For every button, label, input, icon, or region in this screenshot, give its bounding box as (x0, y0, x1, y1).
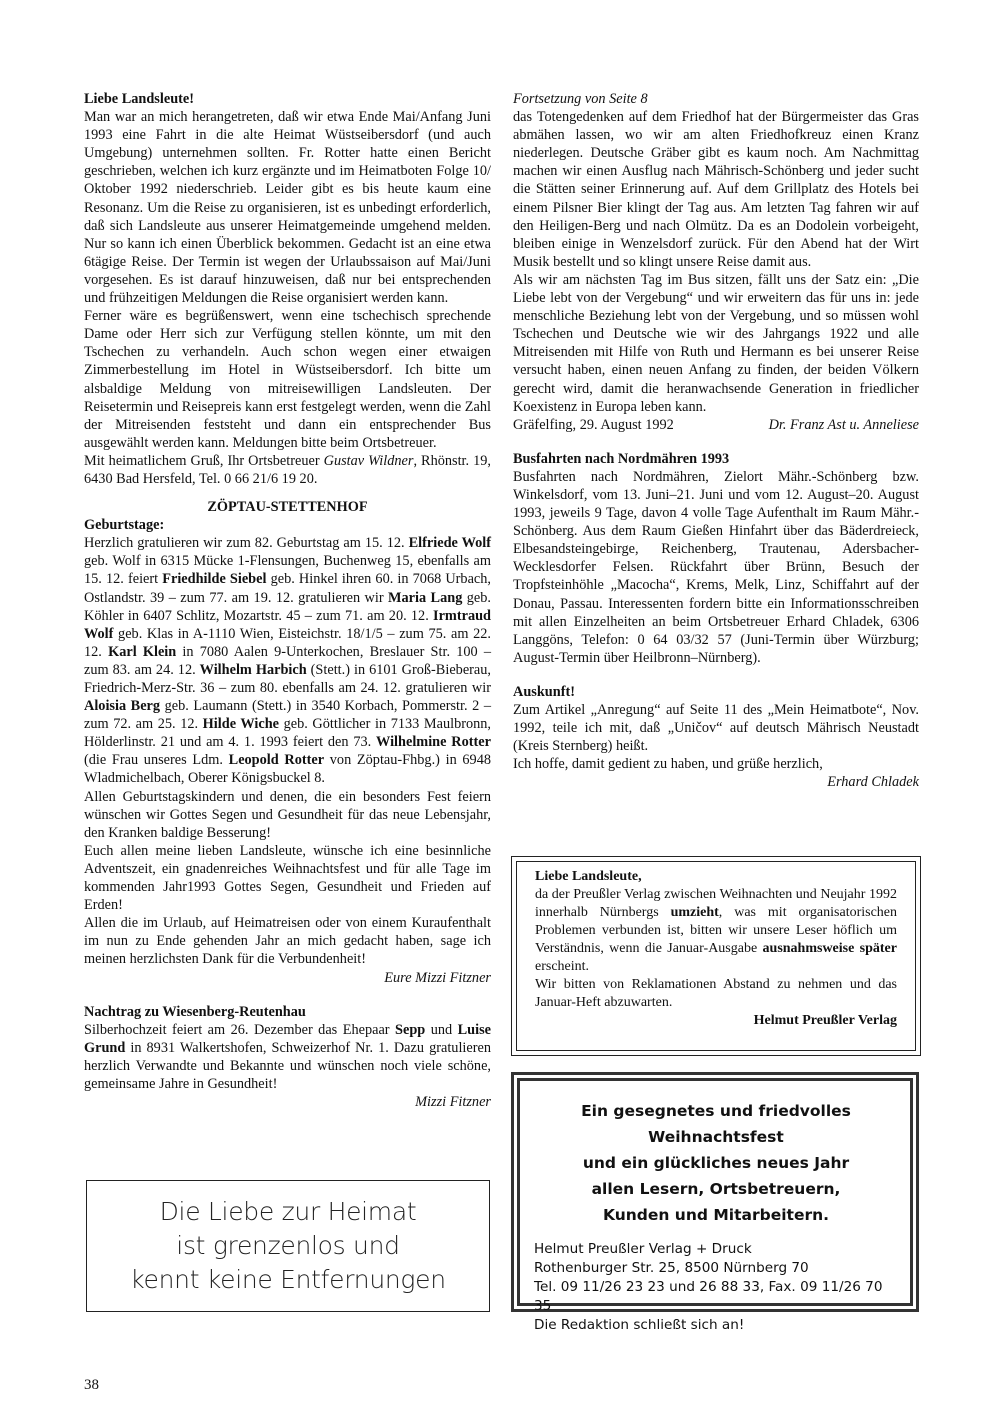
notice-text: da der Preußler Verlag zwischen Weihnachten und Neujahr 1992 innerhalb Nürnbergs (535, 887, 897, 920)
continuation-note: Fortsetzung von Seite 8 (513, 91, 648, 107)
nachtrag-text: und (425, 1021, 458, 1038)
closing-post: , Rhönstr. 19, 6430 Bad Hersfeld, Tel. 0 66 21/6 19 20. (84, 452, 491, 487)
right-column (513, 90, 919, 791)
bus-heading: Busfahrten nach Nordmähren 1993 (513, 450, 730, 467)
birthday-name: Elfriede Wolf (408, 535, 492, 552)
birthday-name: Wilhelmine Rotter (376, 734, 491, 751)
birthday-text: Herzlich gratulieren wir zum 82. Geburtstag am 15. 12. (84, 535, 409, 552)
travel-paragraph-1: das Totengedenken auf dem Friedhof hat der Bürgermeister das Gras abmähen lassen, wo wir am alten Friedhofkreuz einen Kranz niederlegen. Deutsche Gräber gibt es kaum noch. Am Nachmittag machen wir einen Ausflug nach Mährisch-Schönberg und jeder sucht die Stätten seiner Erinnerung auf. Auf dem Grillplatz des Hotels bei einem Pilsner Bier klingt der Tag aus. Am letzten Tag fahren wir auf den Heiligen-Berg und nach Olmütz. Da es an Dodolein vorbeigeht, bleiben einige in Wenzelsdorf zurück. Für den Abend hat der Wirt Musik bestellt und so klingt unsere Reise damit aus. (513, 109, 919, 270)
quote-line: kennt keine Entfernungen (130, 1265, 446, 1294)
notice-greeting: Liebe Landsleute, (535, 869, 642, 884)
wishes-paragraph-3: Allen die im Urlaub, auf Heimatreisen oder von einem Kuraufenthalt im nun zu Ende gehenden Jahr an mich gedacht haben, sage ich meinen herzlichsten Dank für die Verbundenheit! (84, 915, 491, 968)
wishes-paragraph-2: Euch allen meine lieben Landsleute, wünsche ich eine besinnliche Adventszeit, ein gnadenreiches Weihnachtsfest und für alle Tage im kommenden Jahr1993 Gottes Segen, Gesundheit und Frieden auf Erden! (84, 842, 491, 914)
closing-paragraph (84, 452, 491, 488)
closing-pre: Mit heimatlichem Gruß, Ihr Ortsbetreuer (84, 452, 324, 469)
address-line: Die Redaktion schließt sich an! (534, 1317, 745, 1333)
notice-text: , was mit organisatorischen Problemen verbunden ist, bitten wir unsere Leser höflich um Verständnis, wenn die Januar-Ausgabe (535, 905, 898, 956)
greeting-line: Ein gesegnetes und friedvolles Weihnachtsfest (581, 1102, 851, 1146)
nachtrag-name: Sepp (395, 1021, 426, 1038)
birthday-text: (Stett.) in 6101 Groß-Bieberau, Friedrich-Merz-Str. 36 – zum 80. ebenfalls am 24. 12. gratulieren wir (84, 661, 491, 696)
birthday-text: geb. Hinkel ihren 60. in 7068 Urbach, Ostlandstr. 39 – zum 77. am 19. 12. gratulieren wir (84, 571, 491, 606)
heimat-quote-box (86, 1180, 490, 1312)
greeting-line: allen Lesern, Ortsbetreuern, (591, 1180, 841, 1198)
birthday-name: Maria Lang (388, 589, 463, 606)
birthday-name: Wilhelm Harbich (199, 661, 307, 678)
birthday-name: Irmtraud Wolf (84, 607, 491, 642)
intro-paragraph-2: Ferner wäre es begrüßenswert, wenn eine tschechisch sprechende Dame oder Herr sich zur Verfügung stellen könnte, um mit den Tschechen zu verhandeln. Auch schon wegen einer etwaigen Zimmerbestellung im Hotel in Wüstseibersdorf. Ich bitte um alsbaldige Meldung von mitreisewilligen Landsleuten. Der Reisetermin und Reisepreis kann erst festgelegt werden, wenn die Zahl der Mitreisenden feststeht und dann ein entsprechender Bus ausgewählt werden kann. Meldungen bitte beim Ortsbetreuer. (84, 308, 491, 451)
nachtrag-paragraph (84, 1021, 491, 1093)
birthday-text: geb. Göttlicher in 7133 Maulbronn, Hölderlinstr. 21 und am 4. 1. 1993 feiert den 73. (84, 716, 491, 751)
birthday-text: geb. Klas in A-1110 Wien, Eisteichstr. 18/1/5 – zum 75. am 22. 12. (84, 625, 491, 660)
publisher-address (534, 1240, 898, 1335)
birthday-name: Friedhilde Siebel (162, 571, 267, 588)
section-title: ZÖPTAU-STETTENHOF (207, 499, 368, 516)
wishes-paragraph-1: Allen Geburtstagskindern und denen, die ein besonders Fest feiern wünschen wir Gottes Segen und Gesundheit für das neue Lebensjahr, den Kranken baldige Besserung! (84, 788, 491, 841)
birthday-text: von Zöptau-Fhbg.) in 6948 Wladmichelbach, Oberer Königsbuckel 8. (84, 752, 491, 787)
nachtrag-name: Luise Grund (84, 1021, 492, 1056)
left-column (84, 90, 491, 1111)
auskunft-paragraph: Zum Artikel „Anregung“ auf Seite 11 des „Mein Heimatbote“, Nov. 1992, teile ich mit, daß „Uničov“ auf deutsch Mährisch Neustadt (Kreis Sternberg) heißt. (513, 702, 919, 755)
place-date: Gräfelfing, 29. August 1992 (513, 416, 674, 433)
signature-chladek: Erhard Chladek (827, 774, 919, 791)
birthday-name: Karl Klein (108, 643, 177, 660)
christmas-greeting-content (534, 1098, 898, 1335)
quote-line: ist grenzenlos und (176, 1231, 400, 1260)
signature-fitzner-2: Mizzi Fitzner (415, 1094, 491, 1111)
birthdays-heading: Geburtstage: (84, 517, 165, 534)
birthdays-paragraph (84, 534, 491, 787)
birthday-text: (die Frau unseres Ldm. (84, 752, 229, 769)
address-line: Tel. 09 11/26 23 23 und 26 88 33, Fax. 09 11/26 70 35 (534, 1279, 883, 1314)
birthday-name: Aloisia Berg (84, 698, 161, 715)
address-line: Helmut Preußler Verlag + Druck (534, 1241, 752, 1257)
travel-paragraph-2: Als wir am nächsten Tag im Bus sitzen, fällt uns der Satz ein: „Die Liebe lebt von der Vergebung“ und wir erweitern das für uns in: jede menschliche Beziehung lebt von der Vergebung, und so müssen wohl Tschechen und Deutsche wie wir des Jahrgangs 1922 und alle Mitreisenden mit Hilfe von Ruth und Hermann es bei unserer Reise versucht haben, einen neuen Anfang zu finden, der beiden Völkern gerecht wird, damit die heranwachsende Generation in friedlicher Koexistenz in Europa leben kann. (513, 271, 919, 415)
intro-paragraph: Man war an mich herangetreten, daß wir etwa Ende Mai/Anfang Juni 1993 eine Fahrt in die alte Heimat Wüstseibersdorf (und auch Umgebung) unternehmen sollten. Fr. Rotter hatte einen Bericht geschrieben, welchen ich kurz ergänzte und im Heimatboten Folge 10/ Oktober 1992 niederschrieb. Leider gibt es bis heute kaum eine Resonanz. Um die Reise zu organisieren, ist es unbedingt erforderlich, daß sich Landsleute aus unserer Heimatgemeinde umgehend melden. Nur so kann ich einen Überblick bekommen. Gedacht ist an eine etwa 6tägige Reise. Der Termin ist wegen der Urlaubssaison auf Mai/Juni vorgesehen. Es ist darauf hinzuweisen, daß nur bei entsprechenden und frühzeitigen Meldungen die Reise organisiert werden kann. (84, 109, 491, 307)
greeting-line: Kunden und Mitarbeitern. (602, 1206, 830, 1224)
bus-paragraph: Busfahrten nach Nordmähren, Zielort Mähr.-Schönberg bzw. Winkelsdorf, vom 13. Juni–21. Juni und vom 12. August–20. August 1993, jeweils 9 Tage, davon 4 volle Tage Aufenthalt im Raum Mähr.-Schönberg. Aus dem Raum Gießen Hinfahrt über das Bäderdreieck, Elbesandsteingebirge, Reichenberg, Trautenau, Adersbacher-Wecklesdorfer Felsen. Rückfahrt über Brünn, Besuch der Tropfsteinhöhle „Macocha“, Krems, Melk, Linz, Schiffahrt auf der Donau, Passau. Interessenten fordern bitte ein Informationsschreiben mit allen Einzelheiten an beim Ortsbetreuer Erhard Chladek, 6306 Langgöns, Telefon: 0 64 03/32 57 (Juni-Termin über Würzburg; August-Termin über Heilbronn–Nürnberg). (513, 468, 919, 666)
birthday-text: geb. Wolf in 6315 Mücke 1-Flensungen, Buchenweg 15, ebenfalls am 15. 12. feiert (84, 553, 491, 588)
signature-fitzner-1: Eure Mizzi Fitzner (384, 969, 491, 986)
notice-name: umzieht (670, 905, 719, 920)
greeting-heading: Liebe Landsleute! (84, 91, 195, 107)
notice-text: erscheint. (535, 959, 590, 974)
notice-paragraph-2: Wir bitten von Reklamationen Abstand zu nehmen und das Januar-Heft abzuwarten. (535, 977, 897, 1010)
notice-paragraph (535, 886, 897, 976)
closing-name: Gustav Wildner (323, 452, 414, 469)
auskunft-paragraph-2: Ich hoffe, damit gedient zu haben, und grüße herzlich, (513, 756, 823, 773)
birthday-text: geb. Laumann (Stett.) in 3540 Korbach, Pommerstr. 2 – zum 72. am 25. 12. (84, 698, 491, 733)
birthday-name: Leopold Rotter (228, 752, 325, 769)
publisher-notice-box (511, 856, 921, 1056)
nachtrag-text: in 8931 Walkertshofen, Schweizerhof Nr. 1. Dazu gratulieren herzlich Verwandte und Bekannte und wünschen noch viele schöne, gemeinsame Jahre in Gesundheit! (84, 1039, 491, 1092)
nachtrag-heading: Nachtrag zu Wiesenberg-Reutenhau (84, 1003, 306, 1020)
travel-signature-row (513, 416, 919, 434)
birthday-text: geb. Köhler in 6407 Schlitz, Mozartstr. 45 – zum 71. am 20. 12. (84, 589, 491, 624)
publisher-notice-inner (516, 861, 916, 1051)
notice-signature: Helmut Preußler Verlag (753, 1013, 897, 1028)
quote-line: Die Liebe zur Heimat (159, 1197, 417, 1226)
address-line: Rothenburger Str. 25, 8500 Nürnberg 70 (534, 1260, 809, 1276)
nachtrag-text: Silberhochzeit feiert am 26. Dezember das Ehepaar (84, 1021, 396, 1038)
notice-name: ausnahmsweise später (762, 941, 897, 956)
greeting-line: und ein glückliches neues Jahr (582, 1154, 850, 1172)
auskunft-heading: Auskunft! (513, 683, 575, 700)
authors: Dr. Franz Ast u. Anneliese (768, 416, 919, 433)
birthday-text: in 7080 Aalen 9-Unterkochen, Breslauer Str. 100 – zum 83. am 24. 12. (84, 643, 492, 678)
page-number: 38 (84, 1377, 99, 1393)
birthday-name: Hilde Wiche (202, 716, 280, 733)
